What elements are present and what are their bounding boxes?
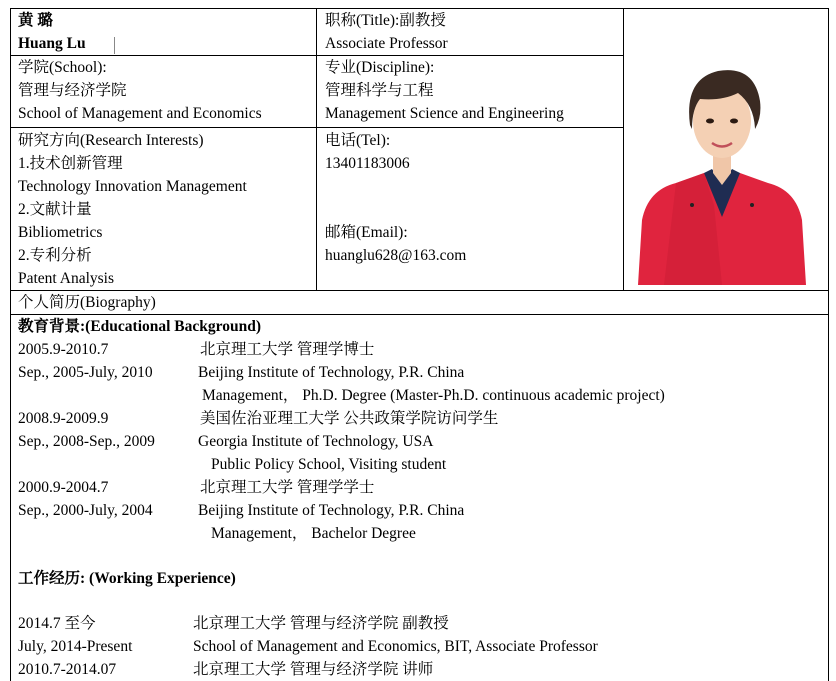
research-item-cn: 1.技术创新管理 [18,155,123,172]
table-border-top [10,8,829,9]
edu-inst-cn: 美国佐治亚理工大学 公共政策学院访问学生 [200,410,499,427]
edu-date-en: Sep., 2005-July, 2010 [18,364,153,381]
edu-inst-en: Beijing Institute of Technology, P.R. China [198,364,465,381]
edu-inst-cn: 北京理工大学 管理学学士 [200,479,375,496]
email-value: huanglu628@163.com [325,247,467,264]
work-inst-cn: 北京理工大学 管理与经济学院 副教授 [193,615,449,632]
discipline-label: 专业(Discipline): [325,59,435,76]
edu-date-en: Sep., 2000-July, 2004 [18,502,153,519]
edu-detail: Management， Ph.D. Degree (Master-Ph.D. continuous academic project) [202,387,665,404]
school-en: School of Management and Economics [18,105,262,122]
work-inst-cn: 北京理工大学 管理与经济学院 讲师 [193,661,434,678]
title-label: 职称(Title):副教授 [325,12,446,29]
title-en: Associate Professor [325,35,448,52]
row-divider-4 [10,314,829,315]
biography-label: 个人简历(Biography) [18,294,156,311]
work-inst-en: School of Management and Economics, BIT, Associate Professor [193,638,598,655]
work-date-cn: 2014.7 至今 [18,615,96,632]
text-cursor [114,37,115,54]
work-heading: 工作经历: (Working Experience) [18,570,236,587]
row-divider-2 [10,127,623,128]
column-divider-2 [623,8,624,290]
research-item-cn: 2.文献计量 [18,201,92,218]
edu-date-cn: 2000.9-2004.7 [18,479,109,496]
edu-inst-cn: 北京理工大学 管理学博士 [200,341,375,358]
column-divider-1 [316,8,317,290]
tel-label: 电话(Tel): [325,132,391,149]
tel-value: 13401183006 [325,155,410,172]
edu-date-en: Sep., 2008-Sep., 2009 [18,433,155,450]
edu-detail: Management， Bachelor Degree [211,525,416,542]
edu-date-cn: 2005.9-2010.7 [18,341,109,358]
work-date-cn: 2010.7-2014.07 [18,661,117,678]
research-item-en: Technology Innovation Management [18,178,247,195]
table-border-left [10,8,11,681]
school-cn: 管理与经济学院 [18,82,127,99]
email-label: 邮箱(Email): [325,224,408,241]
row-divider-3 [10,290,829,291]
row-divider-1 [10,55,623,56]
research-label: 研究方向(Research Interests) [18,132,204,149]
discipline-en: Management Science and Engineering [325,105,564,122]
research-item-en: Patent Analysis [18,270,115,287]
table-border-right [828,8,829,681]
edu-date-cn: 2008.9-2009.9 [18,410,109,427]
edu-inst-en: Georgia Institute of Technology, USA [198,433,434,450]
school-label: 学院(School): [18,59,107,76]
edu-inst-en: Beijing Institute of Technology, P.R. China [198,502,465,519]
education-heading: 教育背景:(Educational Background) [18,318,262,335]
portrait-photo [634,55,810,285]
edu-detail: Public Policy School, Visiting student [211,456,447,473]
work-date-en: July, 2014-Present [18,638,133,655]
name-en: Huang Lu [18,35,86,52]
research-item-en: Bibliometrics [18,224,103,241]
portrait-illustration [634,55,810,285]
research-item-cn: 2.专利分析 [18,247,92,264]
discipline-cn: 管理科学与工程 [325,82,434,99]
name-cn: 黄 璐 [18,12,53,29]
